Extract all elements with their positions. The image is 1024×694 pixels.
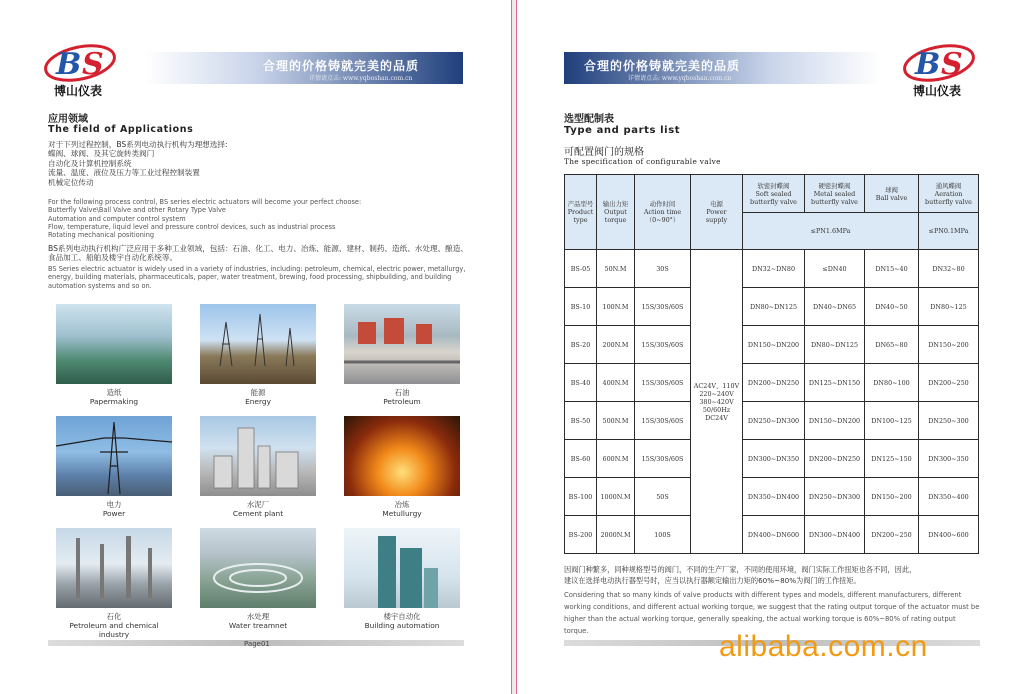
intro-zh-line: 流量、温度、液位及压力等工业过程控制装置: [48, 168, 200, 178]
table-row: [565, 516, 979, 554]
cell-aeration: DN32~80: [919, 250, 979, 288]
cell-torque: 50N.M: [597, 250, 635, 288]
slogan-banner: [145, 52, 463, 84]
caption-zh: 造纸: [106, 388, 122, 397]
applications-heading-zh: 应用领域: [48, 114, 88, 125]
bs-logo-icon: [901, 42, 979, 84]
cell-ball: DN40~50: [865, 288, 919, 326]
cell-ball: DN150~200: [865, 478, 919, 516]
cell-type: BS-100: [565, 478, 597, 516]
cell-aeration: DN300~350: [919, 440, 979, 478]
page-number: Page01: [244, 640, 270, 648]
note-zh-line: 因阀门种繁多，同种规格型号的阀门，不同的生产厂家，不同的使用环境，阀门实际工作扭矩也各不同，因此，: [564, 565, 917, 574]
table-row: [565, 364, 979, 402]
cell-type: BS-50: [565, 402, 597, 440]
cell-time: 15S/30S/60S: [635, 364, 691, 402]
chimney-icon: [56, 528, 172, 608]
brand-name: 博山仪表: [54, 84, 103, 98]
caption-en: Petroleum and chemical industry: [69, 621, 159, 639]
intro-zh: [48, 140, 468, 187]
slogan-text: 合理的价格铸就完美的品质: [584, 59, 741, 73]
cell-torque: 2000N.M: [597, 516, 635, 554]
cell-torque: 1000N.M: [597, 478, 635, 516]
photo-caption: [56, 388, 172, 406]
skyscraper-icon: [344, 528, 460, 608]
website-text: 详情请点击: www.yqboshan.com.cn: [309, 75, 413, 82]
intro-en-line: Rotating mechanical positioning: [48, 231, 155, 240]
applications-heading-en: The field of Applications: [48, 124, 194, 135]
energy-photo: [200, 304, 316, 384]
bs-logo: [901, 42, 979, 96]
table-row: [565, 326, 979, 364]
cell-torque: 600N.M: [597, 440, 635, 478]
table-row: [565, 402, 979, 440]
caption-zh: 石油: [394, 388, 410, 397]
col-header-torque: 输出力矩 Output torque: [597, 175, 635, 250]
cell-type: BS-60: [565, 440, 597, 478]
table-row: [565, 288, 979, 326]
cell-time: 15S/30S/60S: [635, 288, 691, 326]
col-header-time: 动作时间 Action time （0~90°）: [635, 175, 691, 250]
cell-metal: DN80~DN125: [805, 326, 865, 364]
cell-soft: DN250~DN300: [743, 402, 805, 440]
intro-zh-line: 蝶阀、球阀、及其它旋转类阀门: [48, 149, 155, 159]
cell-torque: 200N.M: [597, 326, 635, 364]
building-automation-photo: [344, 528, 460, 608]
caption-en: Power: [102, 509, 126, 518]
valve-spec-heading-zh: 可配置阀门的规格: [564, 147, 644, 158]
svg-text:S: S: [941, 47, 963, 82]
cell-metal: DN40~DN65: [805, 288, 865, 326]
cell-ball: DN100~125: [865, 402, 919, 440]
usage-en-line: BS Series electric actuator is widely used in a variety of industries, including: petroleum, chemical, electric power, metallurgy,: [48, 265, 466, 273]
col-header-type: 产品型号 Product type: [565, 175, 597, 250]
cell-torque: 400N.M: [597, 364, 635, 402]
caption-en: Building automation: [364, 621, 440, 630]
power-tower-icon: [56, 416, 172, 496]
cell-metal: DN125~DN150: [805, 364, 865, 402]
slogan-banner: [564, 52, 880, 84]
cell-aeration: DN350~400: [919, 478, 979, 516]
table-row: [565, 250, 979, 288]
photo-caption: [56, 612, 172, 639]
cell-soft: DN32~DN80: [743, 250, 805, 288]
note-en-line: Considering that so many kinds of valve products with different types and models, different manufacturers, different: [564, 591, 962, 599]
intro-en: [48, 198, 468, 239]
usage-en-line: automation systems and so on.: [48, 281, 152, 290]
selection-note-zh: [564, 564, 980, 586]
brand-name: 博山仪表: [913, 84, 962, 98]
parts-heading-en: Type and parts list: [564, 125, 681, 136]
table-header-row: [565, 175, 979, 213]
note-en-line: higher than the actual working torque, generally speaking, the actual working torque is 60%~80% of rating output torque.: [564, 615, 956, 635]
valve-spec-table: [564, 174, 979, 554]
intro-en-line: Butterfly Valve\Ball Valve and other Rotary Type Valve: [48, 206, 226, 215]
caption-en: Metullurgy: [382, 509, 422, 518]
col-header-metal: 硬密封蝶阀 Metal sealed butterfly valve: [805, 175, 865, 213]
cell-ball: DN80~100: [865, 364, 919, 402]
caption-zh: 冶炼: [394, 500, 410, 509]
cell-time: 50S: [635, 478, 691, 516]
oil-rig-icon: [200, 304, 316, 384]
cell-metal: DN300~DN400: [805, 516, 865, 554]
cell-ball: DN65~80: [865, 326, 919, 364]
cell-ball: DN125~150: [865, 440, 919, 478]
caption-en: Papermaking: [89, 397, 139, 406]
table-row: [565, 478, 979, 516]
usage-en: [48, 265, 468, 290]
cell-metal: ≤DN40: [805, 250, 865, 288]
intro-zh-line: 自动化及计算机控制系统: [48, 158, 132, 168]
valve-spec-heading-en: The specification of configurable valve: [564, 157, 721, 166]
alibaba-watermark: alibaba.com.cn: [719, 630, 928, 663]
website-text: 详情请点击: www.yqboshan.com.cn: [628, 75, 732, 82]
caption-zh: 能源: [250, 388, 266, 397]
usage-zh: BS系列电动执行机构广泛应用于多种工业领域，包括：石油、化工、电力、冶炼、能源、建材、制药、造纸、水处理、酿造、食品加工、船舶及楼宇自动化系统等。: [48, 244, 468, 263]
caption-zh: 水泥厂: [246, 500, 270, 509]
water-basin-icon: [200, 528, 316, 608]
pressure-aeration: ≤PN0.1MPa: [919, 213, 979, 250]
cement-tower-icon: [200, 416, 316, 496]
metallurgy-photo: [344, 416, 460, 496]
pressure-main: ≤PN1.6MPa: [743, 213, 919, 250]
cell-aeration: DN200~250: [919, 364, 979, 402]
col-header-soft: 软密封蝶阀 Soft sealed butterfly valve: [743, 175, 805, 213]
caption-zh: 水处理: [246, 612, 270, 621]
petroleum-photo: [344, 304, 460, 384]
cell-aeration: DN400~600: [919, 516, 979, 554]
cell-soft: DN400~DN600: [743, 516, 805, 554]
photo-caption: [344, 612, 460, 630]
cell-aeration: DN150~200: [919, 326, 979, 364]
svg-text:S: S: [82, 47, 104, 82]
cell-soft: DN80~DN125: [743, 288, 805, 326]
intro-zh-line: 机械定位传动: [48, 177, 94, 187]
caption-en: Cement plant: [232, 509, 284, 518]
photo-caption: [200, 388, 316, 406]
cell-soft: DN150~DN200: [743, 326, 805, 364]
caption-en: Petroleum: [383, 397, 421, 406]
svg-text:B: B: [56, 47, 82, 82]
table-body: [565, 250, 979, 554]
caption-en: Water treamnet: [228, 621, 288, 630]
cell-torque: 500N.M: [597, 402, 635, 440]
caption-zh: 楼宇自动化: [383, 612, 421, 621]
petrochemical-photo: [56, 528, 172, 608]
cell-time: 15S/30S/60S: [635, 440, 691, 478]
right-page: [516, 0, 1024, 694]
parts-heading-zh: 选型配制表: [564, 114, 614, 125]
caption-zh: 石化: [106, 612, 122, 621]
intro-en-line: Automation and computer control system: [48, 214, 186, 223]
refinery-tank-icon: [344, 304, 460, 384]
cell-type: BS-20: [565, 326, 597, 364]
cement-plant-photo: [200, 416, 316, 496]
cell-time: 100S: [635, 516, 691, 554]
cell-metal: DN250~DN300: [805, 478, 865, 516]
note-en-line: working conditions, and different actual working torque, we suggest that the rating output torque of the actuator must be: [564, 603, 980, 611]
col-header-power: 电源 Power supply: [691, 175, 743, 250]
cell-metal: DN150~DN200: [805, 402, 865, 440]
cell-soft: DN350~DN400: [743, 478, 805, 516]
col-header-ball: 球阀 Ball valve: [865, 175, 919, 213]
cell-aeration: DN250~300: [919, 402, 979, 440]
cell-time: 15S/30S/60S: [635, 402, 691, 440]
power-photo: [56, 416, 172, 496]
cell-type: BS-200: [565, 516, 597, 554]
slogan-text: 合理的价格铸就完美的品质: [263, 59, 420, 73]
cell-metal: DN200~DN250: [805, 440, 865, 478]
caption-en: Energy: [245, 397, 271, 406]
svg-text:B: B: [915, 47, 941, 82]
cell-ball: DN200~250: [865, 516, 919, 554]
cell-soft: DN200~DN250: [743, 364, 805, 402]
table-row: [565, 440, 979, 478]
col-header-aeration: 通风蝶阀 Aeration butterfly valve: [919, 175, 979, 213]
bs-logo: [42, 42, 120, 96]
bs-logo-icon: [42, 42, 120, 84]
intro-zh-line: 对于下列过程控制，BS系列电动执行机构为理想选择:: [48, 140, 228, 149]
cell-type: BS-10: [565, 288, 597, 326]
note-zh-line: 建议在选择电动执行器型号时，应当以执行器额定输出力矩的60%~80%为阀门的工作扭矩。: [564, 576, 861, 585]
cell-type: BS-40: [565, 364, 597, 402]
papermaking-photo: [56, 304, 172, 384]
cell-torque: 100N.M: [597, 288, 635, 326]
caption-zh: 电力: [106, 500, 122, 509]
photo-caption: [344, 500, 460, 518]
photo-caption: [344, 388, 460, 406]
photo-caption: [56, 500, 172, 518]
cell-ball: DN15~40: [865, 250, 919, 288]
photo-caption: [200, 612, 316, 630]
cell-aeration: DN80~125: [919, 288, 979, 326]
cell-time: 15S/30S/60S: [635, 326, 691, 364]
usage-en-line: energy, building materials, pharmaceuticals, paper, water treatment, brewing, food processing, shipbuilding, and building: [48, 273, 452, 282]
cell-power-supply: AC24V、110V 220~240V 380~420V 50/60Hz DC24V: [691, 250, 743, 554]
photo-caption: [200, 500, 316, 518]
intro-en-line: For the following process control, BS series electric actuators will become your perfect choose:: [48, 198, 362, 206]
cell-type: BS-05: [565, 250, 597, 288]
cell-time: 30S: [635, 250, 691, 288]
cell-soft: DN300~DN350: [743, 440, 805, 478]
intro-en-line: Flow, temperature, liquid level and pressure control devices, such as industrial process: [48, 222, 336, 231]
water-treatment-photo: [200, 528, 316, 608]
